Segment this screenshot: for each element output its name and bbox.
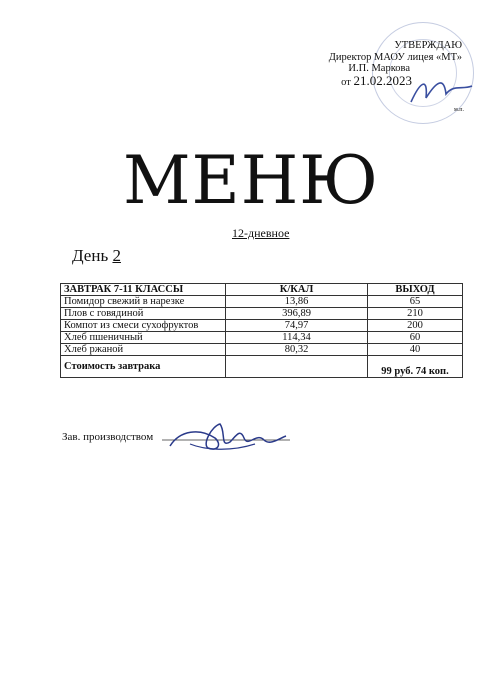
director-signature — [406, 70, 476, 110]
day-heading — [72, 246, 121, 266]
dish-name: Компот из смеси сухофруктов — [61, 320, 226, 332]
dish-kcal: 13,86 — [226, 296, 368, 308]
day-label: День — [72, 246, 109, 265]
approval-name: И.П. Маркова — [348, 63, 410, 74]
approval-date-prefix: от — [341, 76, 351, 88]
day-number: 2 — [112, 246, 121, 265]
total-value: 99 руб. 74 коп. — [368, 356, 463, 378]
table-row — [61, 332, 463, 344]
dish-output: 60 — [368, 332, 463, 344]
table-row — [61, 344, 463, 356]
dish-output: 200 — [368, 320, 463, 332]
approval-date: 21.02.2023 — [353, 72, 412, 88]
stamp-place-mark: м.п. — [454, 107, 465, 113]
table-row — [61, 308, 463, 320]
dish-name: Плов с говядиной — [61, 308, 226, 320]
page-title: МЕНЮ — [122, 142, 380, 219]
dish-name: Хлеб пшеничный — [61, 332, 226, 344]
menu-subtitle: 12-дневное — [232, 226, 290, 240]
approval-position: Директор МАОУ лицея «МТ» — [328, 51, 462, 63]
table-row — [61, 296, 463, 308]
dish-name: Помидор свежий в нарезке — [61, 296, 226, 308]
dish-output: 210 — [368, 308, 463, 320]
table-row — [61, 320, 463, 332]
menu-table — [60, 283, 463, 378]
header-meal: ЗАВТРАК 7-11 КЛАССЫ — [61, 284, 226, 296]
dish-kcal: 114,34 — [226, 332, 368, 344]
production-head-label: Зав. производством — [62, 431, 154, 443]
total-row — [61, 356, 463, 378]
dish-output: 40 — [368, 344, 463, 356]
dish-kcal: 74,97 — [226, 320, 368, 332]
dish-output: 65 — [368, 296, 463, 308]
dish-kcal: 396,89 — [226, 308, 368, 320]
approval-date-row — [262, 72, 412, 89]
header-output: ВЫХОД — [368, 284, 463, 296]
total-label: Стоимость завтрака — [61, 356, 226, 378]
production-head-signature — [160, 418, 295, 460]
header-kcal: К/КАЛ — [226, 284, 368, 296]
total-empty-cell — [226, 356, 368, 378]
table-header-row — [61, 284, 463, 296]
dish-name: Хлеб ржаной — [61, 344, 226, 356]
dish-kcal: 80,32 — [226, 344, 368, 356]
approval-heading: УТВЕРЖДАЮ — [394, 40, 462, 51]
